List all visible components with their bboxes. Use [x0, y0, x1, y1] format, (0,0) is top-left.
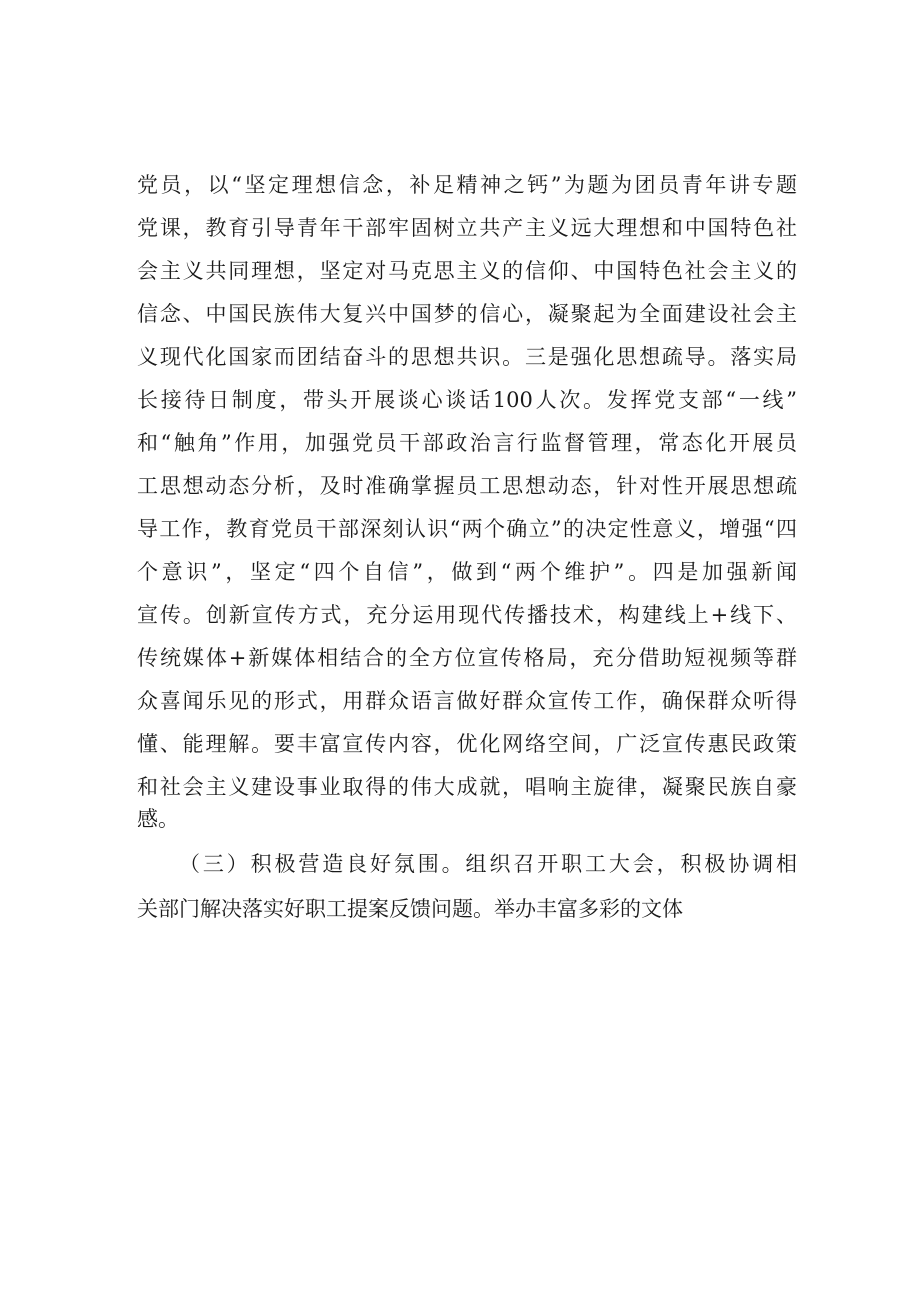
text-line: 感。: [137, 807, 179, 831]
text-line: 众喜闻乐见的形式，用群众语言做好群众宣传工作，确保群众听得: [137, 689, 797, 713]
text-line: 义现代化国家而团结奋斗的思想共识。三是强化思想疏导。落实局: [137, 345, 797, 369]
text-line: 宣传。创新宣传方式，充分运用现代传播技术，构建线上+线下、: [137, 603, 797, 627]
text-line: 关部门解决落实好职工提案反馈问题。举办丰富多彩的文体: [137, 897, 683, 921]
text-line: 懂、能理解。要丰富宣传内容，优化网络空间，广泛宣传惠民政策: [137, 732, 797, 756]
text-line: （三）积极营造良好氛围。组织召开职工大会，积极协调相: [179, 852, 797, 876]
text-line: 个意识”，坚定“四个自信”，做到“两个维护”。四是加强新闻: [137, 560, 797, 584]
text-line: 导工作，教育党员干部深刻认识“两个确立”的决定性意义，增强“四: [137, 517, 797, 541]
text-line: 党课，教育引导青年干部牢固树立共产主义远大理想和中国特色社: [137, 216, 797, 240]
text-line: 和社会主义建设事业取得的伟大成就，唱响主旋律，凝聚民族自豪: [137, 775, 797, 799]
text-line: 长接待日制度，带头开展谈心谈话100人次。发挥党支部“一线”: [137, 388, 797, 412]
text-line: 党员，以“坚定理想信念，补足精神之钙”为题为团员青年讲专题: [137, 173, 797, 197]
text-line: 和“触角”作用，加强党员干部政治言行监督管理，常态化开展员: [137, 431, 797, 455]
text-line: 工思想动态分析，及时准确掌握员工思想动态，针对性开展思想疏: [137, 474, 797, 498]
text-line: 信念、中国民族伟大复兴中国梦的信心，凝聚起为全面建设社会主: [137, 302, 797, 326]
text-line: 会主义共同理想，坚定对马克思主义的信仰、中国特色社会主义的: [137, 259, 797, 283]
text-line: 传统媒体+新媒体相结合的全方位宣传格局，充分借助短视频等群: [137, 646, 797, 670]
